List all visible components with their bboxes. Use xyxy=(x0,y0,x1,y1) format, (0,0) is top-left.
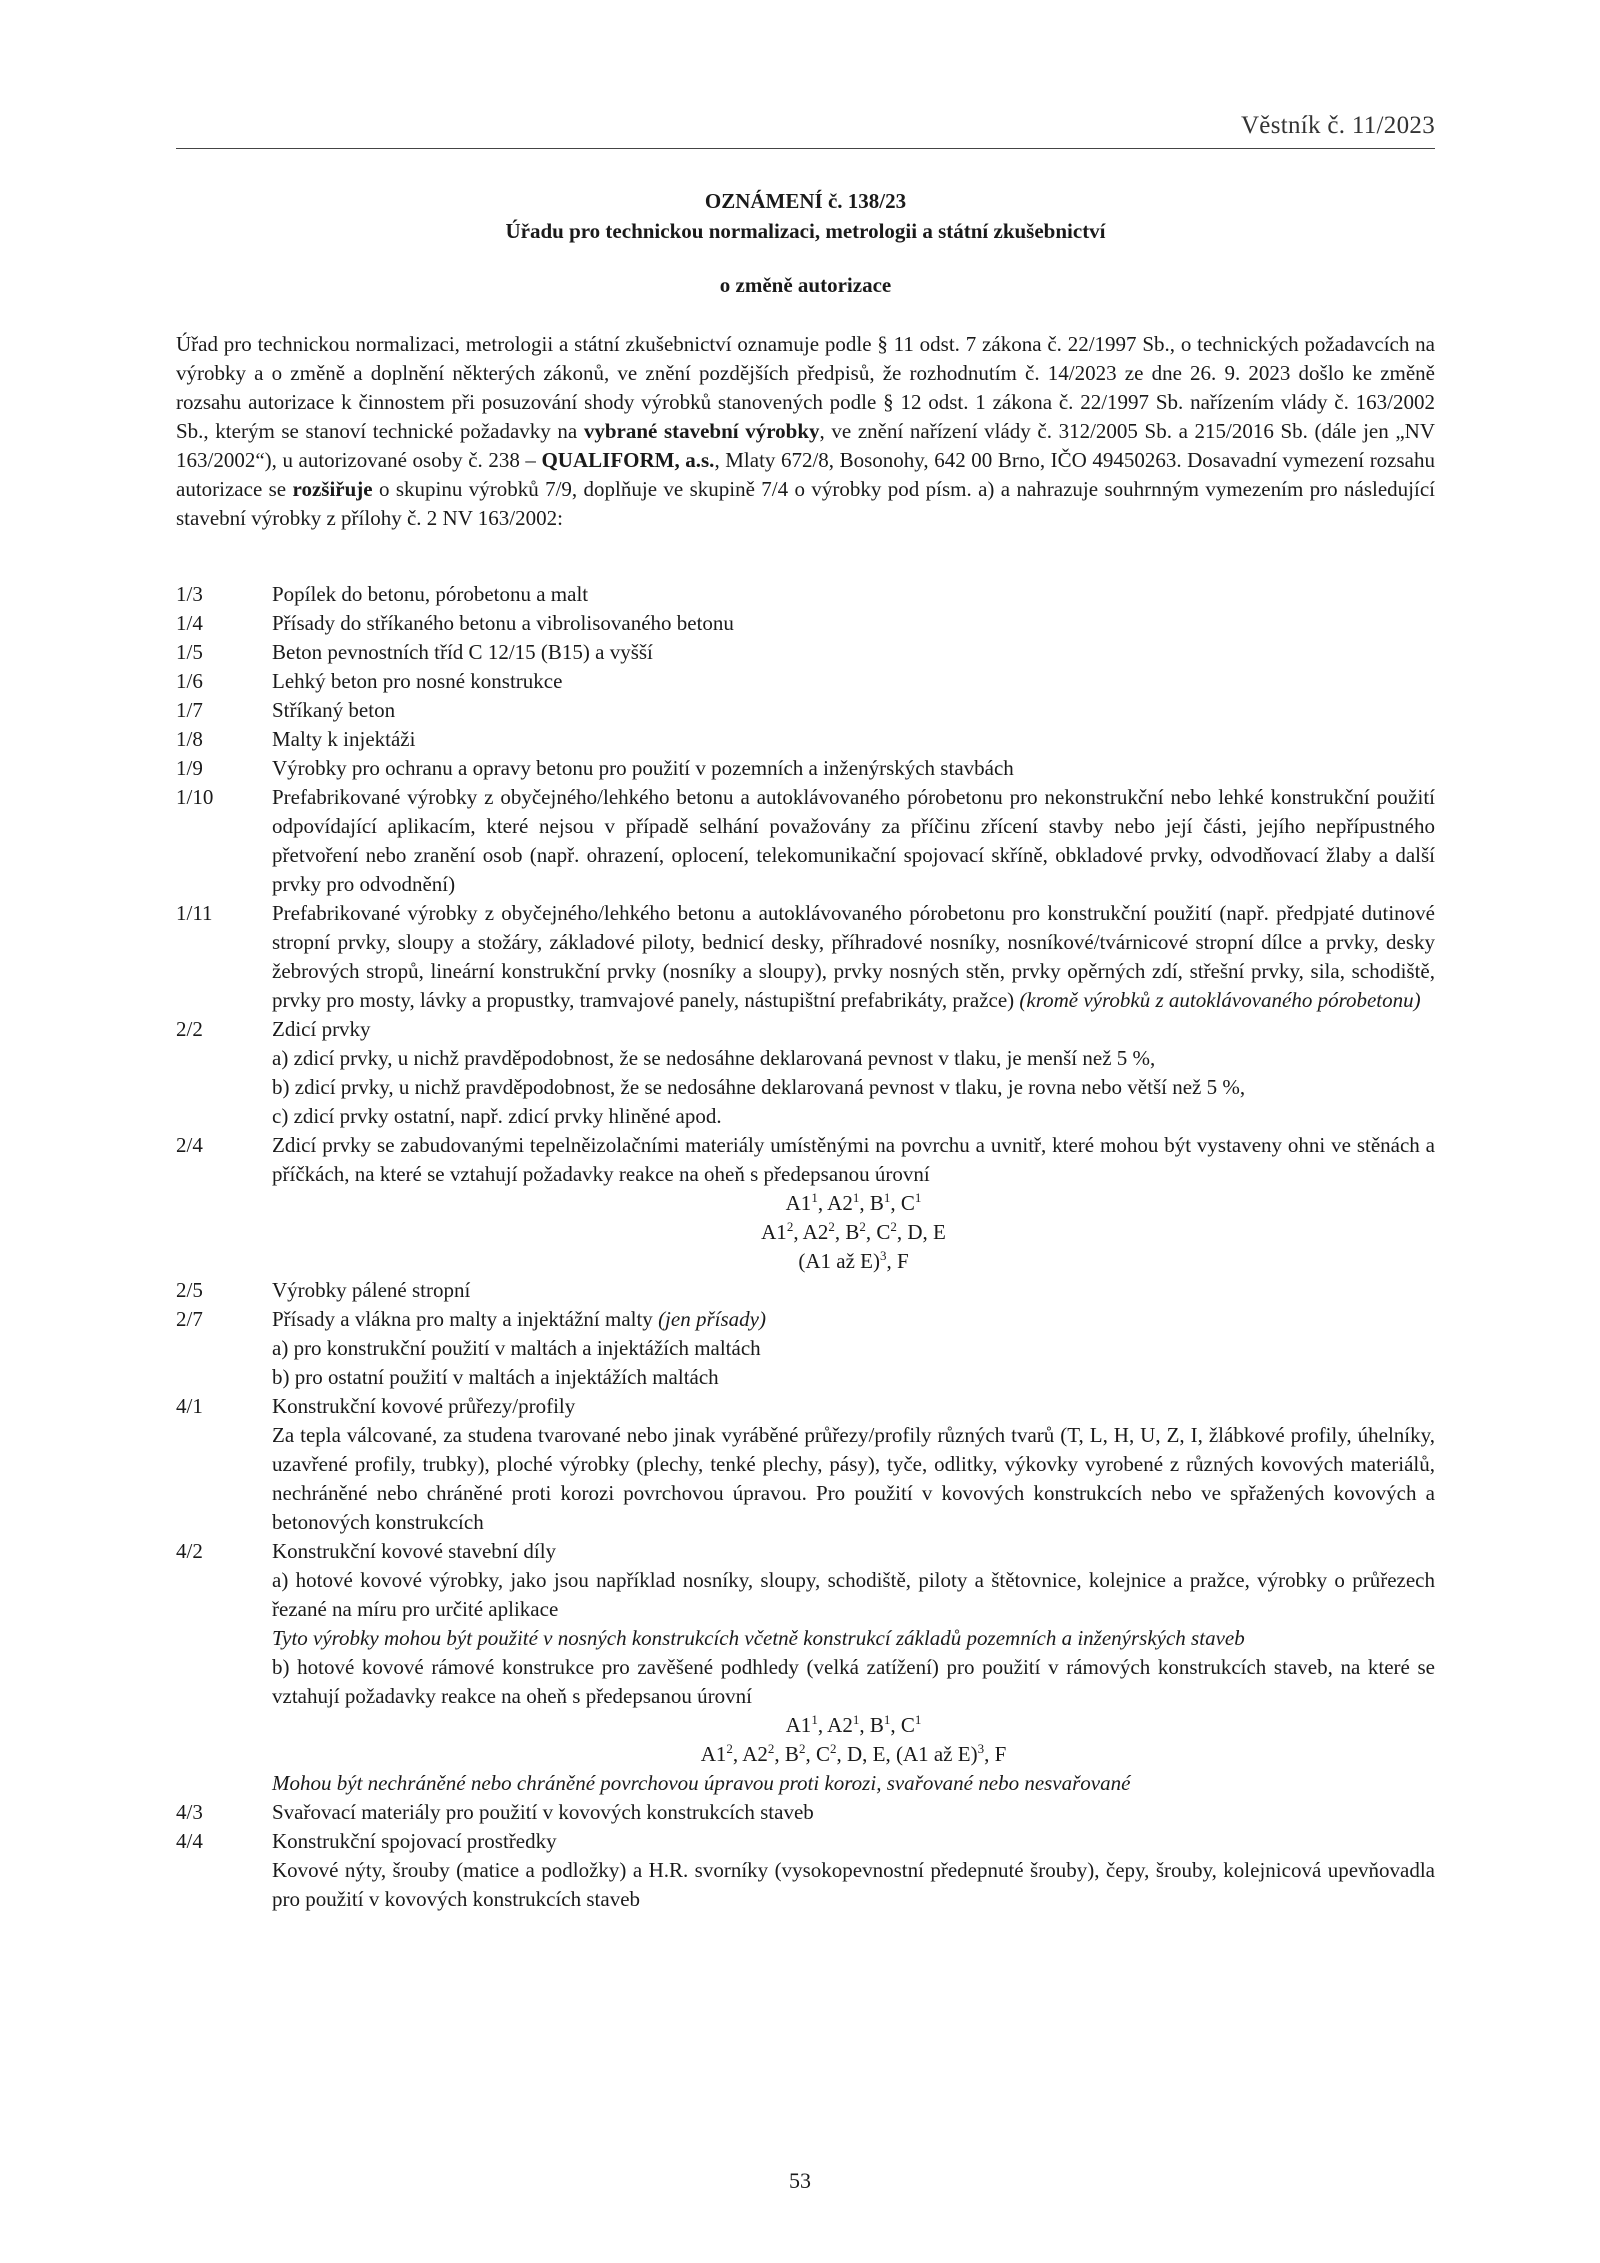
sub-item-note: Tyto výrobky mohou být použité v nosných konstrukcích včetně konstrukcí základů pozemních a inženýrských staveb xyxy=(272,1626,1245,1650)
list-item xyxy=(176,1537,1435,1566)
item-text: Prefabrikované výrobky z obyčejného/lehkého betonu a autoklávovaného pórobetonu pro nekonstrukční nebo lehké konstrukční použití odpovídající aplikacím, které nejsou v případě selhání považovány za příčinu zřícení stavby nebo její části, jejího nepřípustného přetvoření nebo zranění osob (např. ohrazení, oplocení, telekomunikační spojovací skříně, obkladové prvky, odvodňovací žlaby a další prvky pro odvodnění) xyxy=(272,785,1435,896)
fire-class-line: $A1^1$, $A2^1$, $B^1$, $C^1$ xyxy=(785,1712,922,1737)
item-code: 4/3 xyxy=(176,1800,203,1824)
intro-paragraph xyxy=(176,330,1435,533)
item-code: 1/10 xyxy=(176,785,214,809)
fire-class-line: $A1^1$, $A2^1$, $B^1$, $C^1$ xyxy=(785,1190,922,1215)
item-text: Zdicí prvky xyxy=(272,1017,371,1041)
item-text: Popílek do betonu, pórobetonu a malt xyxy=(272,582,589,606)
item-code: 1/6 xyxy=(176,669,203,693)
intro-text-4: o skupinu výrobků 7/9, doplňuje ve skupině 7/4 o výrobky pod písm. a) a nahrazuje souhrnným vymezením pro následující stavební výrobky z přílohy č. 2 NV 163/2002: xyxy=(176,477,1435,530)
item-text: Beton pevnostních tříd C 12/15 (B15) a vyšší xyxy=(272,640,653,664)
sub-item: b) zdicí prvky, u nichž pravděpodobnost, že se nedosáhne deklarovaná pevnost v tlaku, je rovna nebo větší než 5 %, xyxy=(272,1075,1246,1099)
title-block xyxy=(176,186,1435,300)
item-code: 2/7 xyxy=(176,1307,203,1331)
item-code: 1/9 xyxy=(176,756,203,780)
list-item xyxy=(176,667,1435,696)
item-text: Přísady do stříkaného betonu a vibrolisovaného betonu xyxy=(272,611,734,635)
list-item xyxy=(176,1131,1435,1189)
sub-item: b) hotové kovové rámové konstrukce pro zavěšené podhledy (velká zatížení) pro použití v rámových konstrukcích staveb, na které se vztahují požadavky reakce na oheň s předepsanou úrovní xyxy=(272,1655,1435,1708)
fire-class-line: $A1^2$, $A2^2$, $B^2$, $C^2$, D, E, (A1 až E)$^3$, F xyxy=(700,1741,1007,1766)
item-text: Výrobky pro ochranu a opravy betonu pro použití v pozemních a inženýrských stavbách xyxy=(272,756,1014,780)
list-item xyxy=(176,754,1435,783)
list-item xyxy=(176,1392,1435,1421)
item-text-main: Prefabrikované výrobky z obyčejného/lehkého betonu a autoklávovaného pórobetonu pro konstrukční použití (např. předpjaté dutinové stropní prvky, sloupy a stožáry, základové piloty, bednicí desky, příhradové nosníky, nosníkové/tvárnicové stropní dílce a prvky, desky žebrových stropů, lineární konstrukční prvky (nosníky a sloupy), prvky nosných stěn, prvky opěrných zdí, střešní prvky, sila, schodiště, prvky pro mosty, lávky a propustky, tramvajové panely, nástupištní prefabrikáty, pražce) xyxy=(272,901,1435,1012)
issuing-office: Úřadu pro technickou normalizaci, metrologii a státní zkušebnictví xyxy=(505,219,1106,243)
item-code: 2/5 xyxy=(176,1278,203,1302)
sub-item: c) zdicí prvky ostatní, např. zdicí prvky hliněné apod. xyxy=(272,1104,722,1128)
sub-item-note: Mohou být nechráněné nebo chráněné povrchovou úpravou proti korozi, svařované nebo nesvařované xyxy=(272,1771,1131,1795)
announcement-subject: o změně autorizace xyxy=(719,273,892,297)
item-text: Výrobky pálené stropní xyxy=(272,1278,471,1302)
sub-item: a) hotové kovové výrobky, jako jsou například nosníky, sloupy, schodiště, piloty a štětovnice, kolejnice a pražce, výrobky o průřezech řezané na míru pro určité aplikace xyxy=(272,1568,1435,1621)
item-code: 4/4 xyxy=(176,1829,203,1853)
item-text: Lehký beton pro nosné konstrukce xyxy=(272,669,563,693)
fire-class-line: (A1 až E)$^3$, F xyxy=(798,1248,909,1273)
intro-text-1: Úřad pro technickou normalizaci, metrologii a státní zkušebnictví oznamuje podle § 11 odst. 7 zákona č. 22/1997 Sb., o technických požadavcích na výrobky a o změně a doplnění některých zákonů, ve znění pozdějších předpisů, že rozhodnutím č. 14/2023 ze dne 26. 9. 2023 došlo ke změně rozsahu autorizace k činnostem při posuzování shody výrobků stanovených podle § 12 odst. 1 zákona č. 22/1997 Sb. nařízením vlády č. 163/2002 Sb., kterým se stanoví technické požadavky na xyxy=(176,332,1435,443)
list-item xyxy=(176,899,1435,1015)
item-text: Konstrukční kovové stavební díly xyxy=(272,1539,557,1563)
page-number: 53 xyxy=(789,2168,811,2193)
list-item xyxy=(176,580,1435,609)
item-code: 1/3 xyxy=(176,582,203,606)
list-item xyxy=(176,783,1435,899)
list-item xyxy=(176,1827,1435,1856)
page-header xyxy=(176,112,1435,149)
item-code: 1/7 xyxy=(176,698,203,722)
item-text-italic: (kromě výrobků z autoklávovaného pórobetonu) xyxy=(1019,988,1421,1012)
item-text: Zdicí prvky se zabudovanými tepelněizolačními materiály umístěnými na povrchu a uvnitř, které mohou být vystaveny ohni ve stěnách a příčkách, na které se vztahují požadavky reakce na oheň s předepsanou úrovní xyxy=(272,1133,1435,1186)
sub-item: a) pro konstrukční použití v maltách a injektážích maltách xyxy=(272,1336,761,1360)
list-item xyxy=(176,609,1435,638)
item-text: Malty k injektáži xyxy=(272,727,416,751)
list-item xyxy=(176,725,1435,754)
item-code: 2/2 xyxy=(176,1017,203,1041)
list-item xyxy=(176,1798,1435,1827)
item-code: 2/4 xyxy=(176,1133,203,1157)
announcement-number: OZNÁMENÍ č. 138/23 xyxy=(704,189,907,213)
sub-item: b) pro ostatní použití v maltách a injektážích maltách xyxy=(272,1365,719,1389)
item-code: 4/2 xyxy=(176,1539,203,1563)
item-code: 1/5 xyxy=(176,640,203,664)
item-code: 1/11 xyxy=(176,901,213,925)
list-item xyxy=(176,1276,1435,1305)
intro-text-3: , Mlaty 672/8, Bosonohy, 642 00 Brno, IČO 49450263. Dosavadní vymezení rozsahu autorizace se xyxy=(176,448,1435,501)
item-detail: Za tepla válcované, za studena tvarované nebo jinak vyráběné průřezy/profily různých tvarů (T, L, H, U, Z, I, žlábkové profily, úhelníky, uzavřené profily, trubky), ploché výrobky (plechy, tenké plechy, pásy), tyče, odlitky, výkovky vyrobené z různých kovových materiálů, nechráněné nebo chráněné proti korozi povrchovou úpravou. Pro použití v kovových konstrukcích nebo ve spřažených kovových a betonových konstrukcích xyxy=(272,1423,1435,1534)
item-text: Stříkaný beton xyxy=(272,698,396,722)
item-code: 1/8 xyxy=(176,727,203,751)
intro-bold-products: vybrané stavební výrobky xyxy=(583,419,820,443)
item-text: Svařovací materiály pro použití v kovových konstrukcích staveb xyxy=(272,1800,814,1824)
list-item xyxy=(176,1015,1435,1044)
product-list xyxy=(176,580,1435,1914)
intro-bold-extends: rozšiřuje xyxy=(292,477,373,501)
item-text: Konstrukční spojovací prostředky xyxy=(272,1829,557,1853)
intro-bold-company: QUALIFORM, a.s. xyxy=(541,448,715,472)
journal-issue: Věstník č. 11/2023 xyxy=(1240,112,1435,139)
item-text: Konstrukční kovové průřezy/profily xyxy=(272,1394,576,1418)
list-item xyxy=(176,638,1435,667)
intro-text-2: , ve znění nařízení vlády č. 312/2005 Sb. a 215/2016 Sb. (dále jen „NV 163/2002“), u autorizované osoby č. 238 – xyxy=(176,419,1435,472)
item-code: 4/1 xyxy=(176,1394,203,1418)
sub-item: a) zdicí prvky, u nichž pravděpodobnost, že se nedosáhne deklarovaná pevnost v tlaku, je menší než 5 %, xyxy=(272,1046,1156,1070)
list-item xyxy=(176,696,1435,725)
fire-class-line: $A1^2$, $A2^2$, $B^2$, $C^2$, D, E xyxy=(761,1219,946,1244)
list-item xyxy=(176,1305,1435,1334)
item-detail: Kovové nýty, šrouby (matice a podložky) a H.R. svorníky (vysokopevnostní předepnuté šrouby), čepy, šrouby, kolejnicová upevňovadla pro použití v kovových konstrukcích staveb xyxy=(272,1858,1435,1911)
item-code: 1/4 xyxy=(176,611,203,635)
item-text xyxy=(272,899,1435,1015)
item-text: Přísady a vlákna pro malty a injektážní malty (jen přísady) xyxy=(272,1307,766,1331)
